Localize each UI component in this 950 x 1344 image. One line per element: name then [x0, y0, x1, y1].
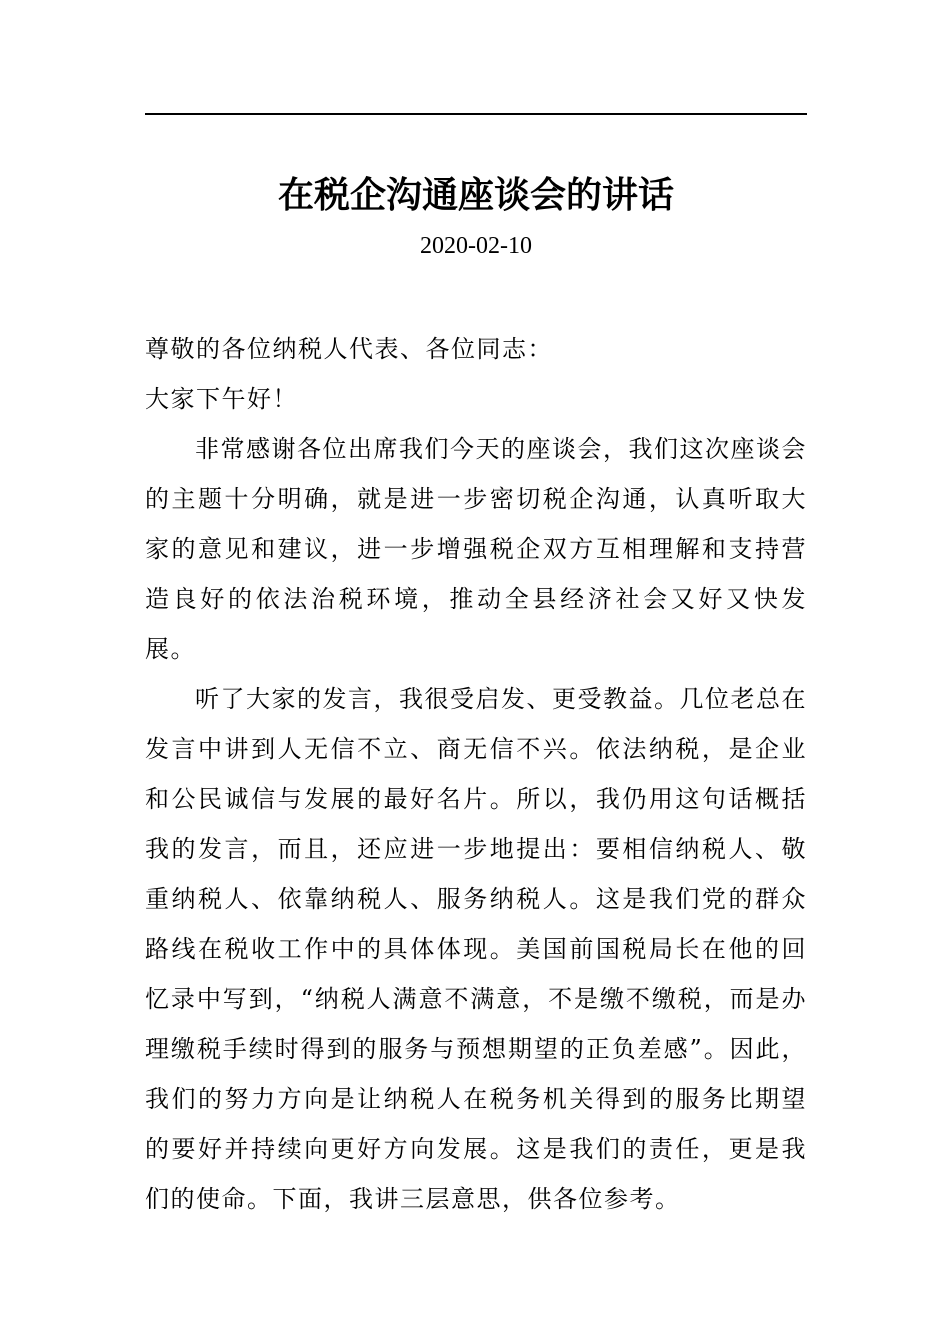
document-date: 2020-02-10: [420, 233, 532, 259]
greeting: 大家下午好！: [145, 385, 298, 413]
document-title: 在税企沟通座谈会的讲话: [277, 174, 674, 216]
document-body: [145, 324, 807, 1224]
document-page: [145, 0, 807, 1344]
header-rule: [145, 113, 807, 115]
body-paragraph: 听了大家的发言，我很受启发、更受教益。几位老总在发言中讲到人无信不立、商无信不兴。依法纳税，是企业和公民诚信与发展的最好名片。所以，我仍用这句话概括我的发言，而且，还应进一步地提出：要相信纳税人、敬重纳税人、依靠纳税人、服务纳税人。这是我们党的群众路线在税收工作中的具体体现。美国前国税局长在他的回忆录中写到，“纳税人满意不满意，不是缴不缴税，而是办理缴税手续时得到的服务与预想期望的正负差感”。因此，我们的努力方向是让纳税人在税务机关得到的服务比期望的要好并持续向更好方向发展。这是我们的责任，更是我们的使命。下面，我讲三层意思，供各位参考。: [145, 685, 807, 1213]
salutation: 尊敬的各位纳税人代表、各位同志：: [145, 335, 553, 363]
body-paragraph: 非常感谢各位出席我们今天的座谈会，我们这次座谈会的主题十分明确，就是进一步密切税企沟通，认真听取大家的意见和建议，进一步增强税企双方互相理解和支持营造良好的依法治税环境，推动全县经济社会又好又快发展。: [145, 435, 807, 663]
